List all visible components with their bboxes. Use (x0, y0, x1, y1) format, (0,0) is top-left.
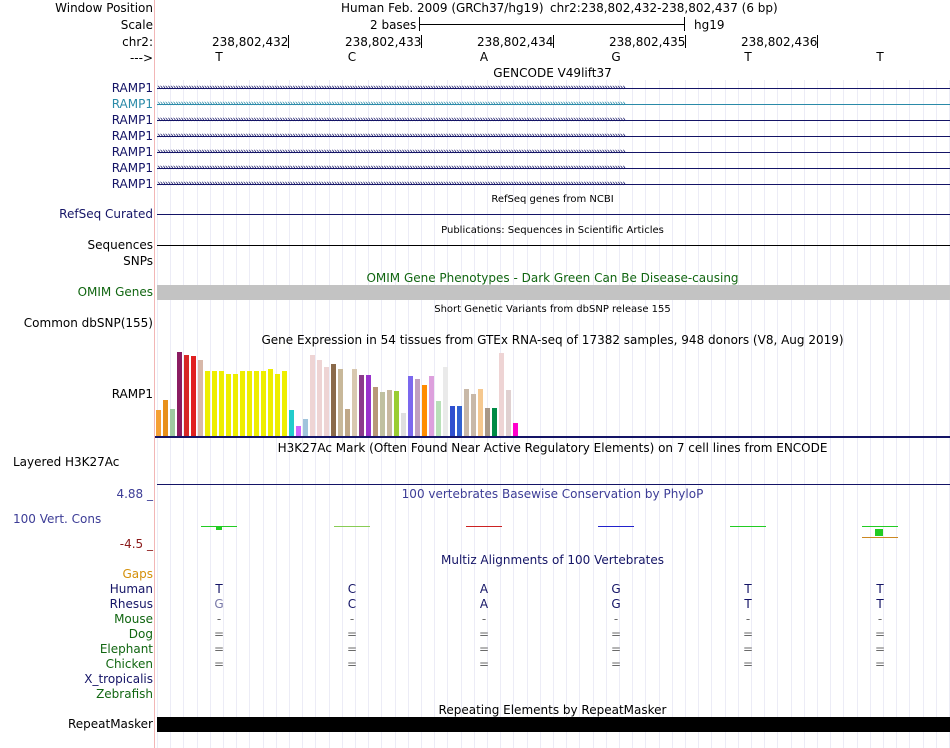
alignment-base: = (742, 642, 754, 656)
base-letter: G (611, 50, 621, 64)
alignment-base: G (214, 597, 224, 611)
gtex-tissue-bar[interactable] (261, 371, 266, 436)
phylop-negative-mark (862, 537, 898, 538)
gencode-gene-label[interactable]: RAMP1 (111, 145, 153, 159)
gtex-tissue-bar[interactable] (436, 401, 441, 436)
gtex-tissue-bar[interactable] (205, 371, 210, 436)
gtex-tissue-bar[interactable] (156, 410, 161, 436)
gtex-tissue-bar[interactable] (478, 389, 483, 436)
alignment-base: A (479, 597, 489, 611)
gtex-tissue-bar[interactable] (170, 409, 175, 436)
base-letter: T (215, 50, 223, 64)
alignment-base: T (744, 597, 752, 611)
gencode-gene-label[interactable]: RAMP1 (111, 129, 153, 143)
alignment-base: - (613, 612, 619, 626)
ruler-coordinate: 238,802,434 (477, 35, 554, 49)
gtex-tissue-bar[interactable] (254, 371, 259, 436)
chrom-label: chr2: (122, 35, 153, 49)
phylop-mark (730, 526, 766, 527)
base-letter: A (479, 50, 489, 64)
common-dbsnp-label[interactable]: Common dbSNP(155) (23, 316, 153, 330)
ruler-coordinate: 238,802,432 (212, 35, 289, 49)
gtex-tissue-bar[interactable] (394, 391, 399, 436)
alignment-base: = (742, 627, 754, 641)
gtex-tissue-bar[interactable] (345, 409, 350, 436)
gtex-tissue-bar[interactable] (226, 374, 231, 436)
base-letter: T (876, 50, 884, 64)
gencode-strand-arrows: ›››››››››››››››››››››››››››››››››››››››››››››››››››››››››››››››››››››››››››››››››››››››››››››››››››››››››››››››››››››››››››››››››››››››››››››››››››››››››››››››››››››››››››››››››››› (157, 148, 625, 156)
phylop-mark (862, 526, 898, 527)
gencode-strand-arrows: ›››››››››››››››››››››››››››››››››››››››››››››››››››››››››››››››››››››››››››››››››››››››››››››››››››››››››››››››››››››››››››››››››››››››››››››››››››››››››››››››››››››››››››››››››››› (157, 100, 625, 108)
gaps-label: Gaps (122, 567, 153, 581)
ruler-tick (288, 35, 289, 48)
h3k27ac-track-title: H3K27Ac Mark (Often Found Near Active Regulatory Elements) on 7 cell lines from ENCODE (277, 441, 828, 455)
phylop-peak (216, 526, 222, 530)
gencode-strand-arrows: ›››››››››››››››››››››››››››››››››››››››››››››››››››››››››››››››››››››››››››››››››››››››››››››››››››››››››››››››››››››››››››››››››››››››››››››››››››››››››››››››››››››››››››››››››››› (157, 180, 625, 188)
gencode-strand-arrows: ›››››››››››››››››››››››››››››››››››››››››››››››››››››››››››››››››››››››››››››››››››››››››››››››››››››››››››››››››››››››››››››››››››››››››››››››››››››››››››››››››››››››››››››››››››› (157, 84, 625, 92)
gtex-baseline (155, 436, 950, 438)
gtex-tissue-bar[interactable] (282, 371, 287, 436)
gtex-tissue-bar[interactable] (198, 360, 203, 436)
gtex-tissue-bar[interactable] (471, 394, 476, 436)
alignment-base: T (215, 582, 223, 596)
gtex-tissue-bar[interactable] (450, 406, 455, 436)
gtex-tissue-bar[interactable] (408, 376, 413, 436)
alignment-base: = (874, 642, 886, 656)
species-label: X_tropicalis (84, 672, 153, 686)
gencode-gene-label[interactable]: RAMP1 (111, 97, 153, 111)
gencode-gene-label[interactable]: RAMP1 (111, 81, 153, 95)
gtex-tissue-bar[interactable] (429, 376, 434, 436)
gtex-tissue-bar[interactable] (513, 423, 518, 436)
species-label: Elephant (99, 642, 153, 656)
gtex-tissue-bar[interactable] (275, 374, 280, 436)
assembly-title: Human Feb. 2009 (GRCh37/hg19) (341, 1, 544, 15)
gtex-ramp1-label[interactable]: RAMP1 (111, 387, 153, 401)
alignment-base: = (610, 642, 622, 656)
alignment-base: A (479, 582, 489, 596)
scale-bar-text: 2 bases (370, 18, 417, 32)
gtex-tissue-bar[interactable] (485, 408, 490, 436)
gencode-strand-arrows: ›››››››››››››››››››››››››››››››››››››››››››››››››››››››››››››››››››››››››››››››››››››››››››››››››››››››››››››››››››››››››››››››››››››››››››››››››››››››››››››››››››››››››››››››››››› (157, 164, 625, 172)
gtex-tissue-bar[interactable] (373, 387, 378, 436)
gtex-tissue-bar[interactable] (499, 353, 504, 436)
alignment-base: - (745, 612, 751, 626)
alignment-base: G (611, 597, 621, 611)
ruler-coordinate: 238,802,433 (345, 35, 422, 49)
alignment-base: = (478, 627, 490, 641)
snps-label[interactable]: SNPs (123, 254, 153, 268)
repeatmasker-bar[interactable] (157, 717, 950, 732)
ruler-coordinate: 238,802,436 (741, 35, 818, 49)
publications-line[interactable] (157, 245, 950, 246)
alignment-base: G (611, 582, 621, 596)
alignment-base: T (876, 597, 884, 611)
gtex-tissue-bar[interactable] (240, 371, 245, 436)
gencode-strand-arrows: ›››››››››››››››››››››››››››››››››››››››››››››››››››››››››››››››››››››››››››››››››››››››››››››››››››››››››››››››››››››››››››››››››››››››››››››››››››››››››››››››››››››››››››››››››››› (157, 132, 625, 140)
gtex-tissue-bar[interactable] (338, 369, 343, 436)
alignment-base: = (610, 657, 622, 671)
gtex-tissue-bar[interactable] (457, 406, 462, 436)
refseq-track-title: RefSeq genes from NCBI (491, 194, 614, 205)
position-readout: chr2:238,802,432-238,802,437 (6 bp) (550, 1, 778, 15)
alignment-base: - (349, 612, 355, 626)
alignment-base: = (346, 657, 358, 671)
gtex-tissue-bar[interactable] (219, 371, 224, 436)
publications-track-title: Publications: Sequences in Scientific Articles (441, 225, 664, 236)
gtex-tissue-bar[interactable] (177, 352, 182, 436)
vert-cons-label[interactable]: 100 Vert. Cons (13, 512, 102, 526)
gtex-tissue-bar[interactable] (492, 408, 497, 436)
species-label: Mouse (114, 612, 153, 626)
species-label: Chicken (105, 657, 153, 671)
omim-gene-bar[interactable] (157, 285, 950, 300)
scale-bar-right-tick (684, 17, 685, 31)
gtex-tissue-bar[interactable] (415, 379, 420, 436)
layered-h3k27ac-label[interactable]: Layered H3K27Ac (13, 455, 120, 469)
species-label: Dog (128, 627, 153, 641)
gtex-track-title: Gene Expression in 54 tissues from GTEx RNA-seq of 17382 samples, 948 donors (V8, Aug 2019) (261, 333, 844, 347)
refseq-curated-label[interactable]: RefSeq Curated (59, 207, 153, 221)
gtex-tissue-bar[interactable] (247, 371, 252, 436)
species-label: Human (109, 582, 153, 596)
species-label: Rhesus (109, 597, 153, 611)
ruler-tick (817, 35, 818, 48)
alignment-base: = (213, 657, 225, 671)
gtex-tissue-bar[interactable] (303, 419, 308, 436)
strand-label: ---> (129, 51, 153, 65)
gtex-tissue-bar[interactable] (387, 390, 392, 436)
omim-track-title: OMIM Gene Phenotypes - Dark Green Can Be Disease-causing (366, 271, 739, 285)
alignment-base: - (877, 612, 883, 626)
alignment-base: = (742, 657, 754, 671)
alignment-base: = (346, 642, 358, 656)
gencode-track-title: GENCODE V49lift37 (493, 66, 612, 80)
phylop-max-label: 4.88 _ (116, 487, 153, 501)
alignment-base: - (216, 612, 222, 626)
alignment-base: = (346, 627, 358, 641)
gtex-tissue-bar[interactable] (366, 375, 371, 436)
omim-genes-label[interactable]: OMIM Genes (77, 285, 153, 299)
alignment-base: - (481, 612, 487, 626)
gtex-tissue-bar[interactable] (212, 371, 217, 436)
ruler-coordinate: 238,802,435 (609, 35, 686, 49)
db-label: hg19 (694, 18, 725, 32)
gtex-tissue-bar[interactable] (331, 364, 336, 436)
phylop-track-title: 100 vertebrates Basewise Conservation by PhyloP (401, 487, 704, 501)
gtex-tissue-bar[interactable] (233, 374, 238, 436)
sequences-label[interactable]: Sequences (87, 238, 153, 252)
dbsnp-track-title: Short Genetic Variants from dbSNP release 155 (434, 304, 671, 315)
phylop-mark (466, 526, 502, 527)
alignment-base: = (610, 627, 622, 641)
base-letter: C (347, 50, 357, 64)
scale-label: Scale (120, 18, 153, 32)
alignment-base: = (874, 627, 886, 641)
alignment-base: = (213, 642, 225, 656)
alignment-base: T (876, 582, 884, 596)
gtex-tissue-bar[interactable] (317, 360, 322, 436)
repeatmasker-track-title: Repeating Elements by RepeatMasker (438, 703, 667, 717)
gtex-tissue-bar[interactable] (324, 367, 329, 436)
scale-bar-line (419, 24, 685, 25)
alignment-base: T (744, 582, 752, 596)
gtex-tissue-bar[interactable] (184, 355, 189, 436)
gtex-tissue-bar[interactable] (506, 390, 511, 436)
gtex-tissue-bar[interactable] (268, 369, 273, 436)
repeatmasker-label[interactable]: RepeatMasker (67, 717, 153, 731)
track-image[interactable] (155, 0, 950, 748)
gtex-tissue-bar[interactable] (296, 426, 301, 436)
gtex-tissue-bar[interactable] (401, 413, 406, 436)
phylop-peak (875, 529, 883, 536)
ruler-tick (685, 35, 686, 48)
alignment-base: = (478, 642, 490, 656)
alignment-base: C (347, 582, 357, 596)
species-label: Zebrafish (96, 687, 153, 701)
ruler-tick (421, 35, 422, 48)
multiz-track-title: Multiz Alignments of 100 Vertebrates (440, 553, 665, 567)
alignment-base: = (478, 657, 490, 671)
gtex-tissue-bar[interactable] (163, 400, 168, 436)
base-letter: T (744, 50, 752, 64)
alignment-base: C (347, 597, 357, 611)
gencode-gene-label[interactable]: RAMP1 (111, 177, 153, 191)
gencode-gene-label[interactable]: RAMP1 (111, 161, 153, 175)
gtex-tissue-bar[interactable] (191, 356, 196, 436)
phylop-mark (598, 526, 634, 527)
h3k27ac-baseline (157, 484, 950, 485)
ruler-tick (553, 35, 554, 48)
window-position-label: Window Position (55, 1, 153, 15)
gtex-bar-chart[interactable] (155, 345, 950, 437)
gtex-tissue-bar[interactable] (464, 389, 469, 436)
gtex-tissue-bar[interactable] (380, 392, 385, 436)
gtex-tissue-bar[interactable] (422, 385, 427, 436)
gencode-strand-arrows: ›››››››››››››››››››››››››››››››››››››››››››››››››››››››››››››››››››››››››››››››››››››››››››››››››››››››››››››››››››››››››››››››››››››››››››››››››››››››››››››››››››››››››››››››››››› (157, 116, 625, 124)
gtex-tissue-bar[interactable] (443, 367, 448, 436)
track-labels-panel (0, 0, 153, 748)
phylop-mark (334, 526, 370, 527)
alignment-base: = (874, 657, 886, 671)
gtex-tissue-bar[interactable] (359, 375, 364, 436)
gtex-tissue-bar[interactable] (310, 355, 315, 436)
refseq-gene-line[interactable] (157, 214, 950, 215)
gtex-tissue-bar[interactable] (352, 369, 357, 436)
phylop-min-label: -4.5 _ (119, 537, 153, 551)
alignment-base: = (213, 627, 225, 641)
gtex-tissue-bar[interactable] (289, 410, 294, 436)
gencode-gene-label[interactable]: RAMP1 (111, 113, 153, 127)
